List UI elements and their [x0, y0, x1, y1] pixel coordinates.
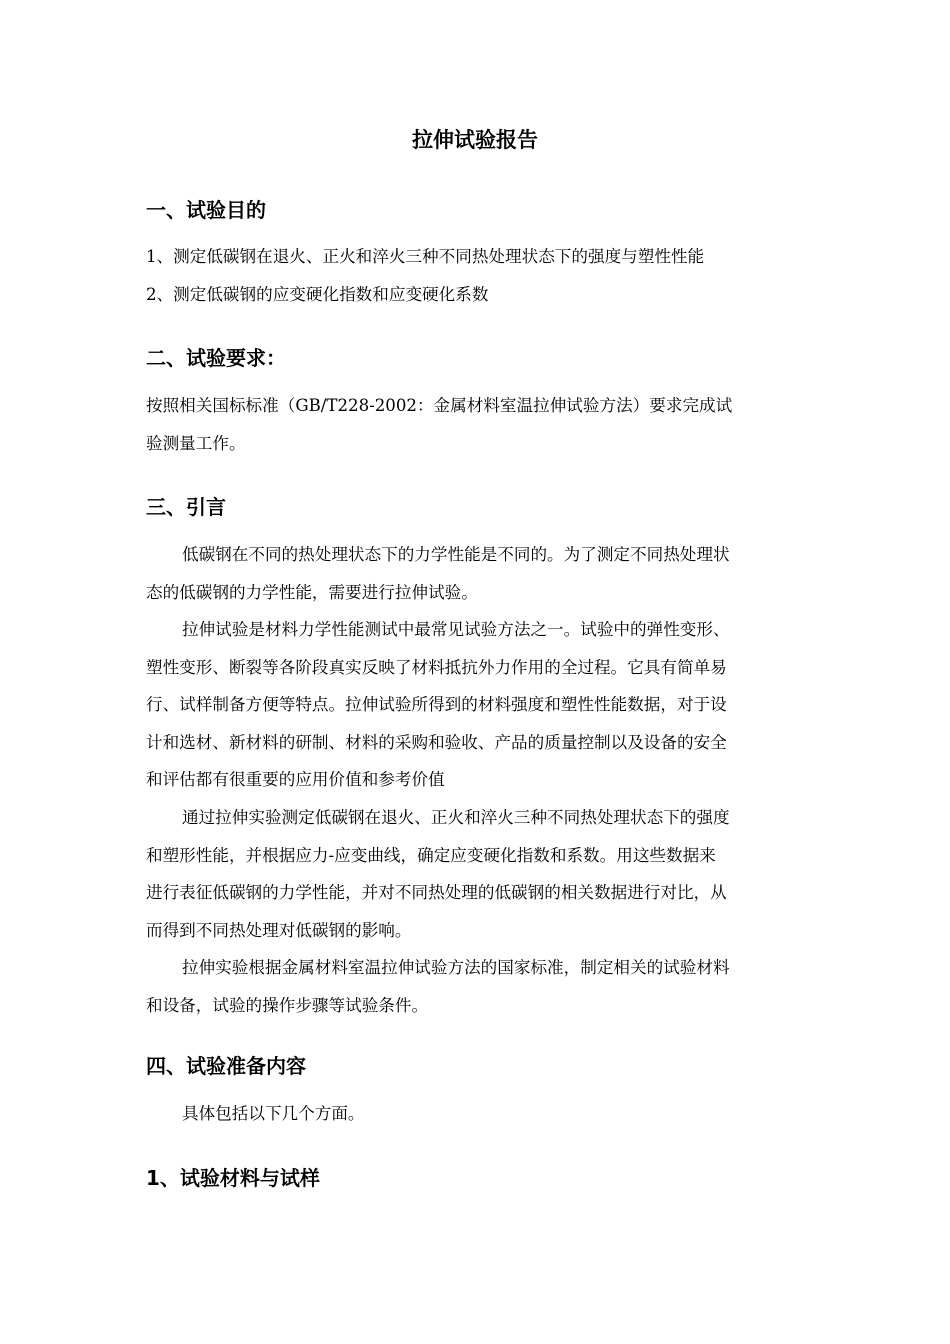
purpose-item: 1、测定低碳钢在退火、正火和淬火三种不同热处理状态下的强度与塑性性能: [146, 247, 705, 266]
text-line: 拉伸实验根据金属材料室温拉伸试验方法的国家标准，制定相关的试验材料: [182, 958, 730, 977]
text-line: 态的低碳钢的力学性能，需要进行拉伸试验。: [146, 582, 478, 602]
text-line: 和评估都有很重要的应用价值和参考价值: [146, 770, 445, 790]
text-line: 计和选材、新材料的研制、材料的采购和验收、产品的质量控制以及设备的安全: [146, 732, 727, 752]
text-line: 验测量工作。: [146, 433, 246, 453]
requirements-paragraph: [146, 387, 810, 462]
intro-paragraph-1: [146, 536, 810, 611]
text-line: 行、试样制备方便等特点。拉伸试验所得到的材料强度和塑性性能数据，对于设: [146, 695, 727, 715]
page-title: 拉伸试验报告: [412, 128, 538, 152]
text-line: 和塑形性能，并根据应力-应变曲线，确定应变硬化指数和系数。用这些数据来: [146, 845, 716, 865]
section-heading-preparation: 四、试验准备内容: [146, 1054, 306, 1078]
text-line: 而得到不同热处理对低碳钢的影响。: [146, 920, 412, 940]
text-line: 拉伸试验是材料力学性能测试中最常见试验方法之一。试验中的弹性变形、: [182, 620, 730, 639]
section-heading-requirements: 二、试验要求：: [146, 346, 286, 370]
text-line: 进行表征低碳钢的力学性能，并对不同热处理的低碳钢的相关数据进行对比，从: [146, 883, 727, 903]
text-line: 低碳钢在不同的热处理状态下的力学性能是不同的。为了测定不同热处理状: [182, 545, 730, 564]
intro-paragraph-4: [146, 949, 810, 1024]
subsection-heading-materials: 1、试验材料与试样: [146, 1166, 320, 1190]
intro-paragraph-3: [146, 799, 810, 949]
text-line: 和设备，试验的操作步骤等试验条件。: [146, 995, 429, 1015]
text-line: 具体包括以下几个方面。: [182, 1104, 365, 1123]
purpose-item: 2、测定低碳钢的应变硬化指数和应变硬化系数: [146, 284, 489, 304]
purpose-list: [146, 238, 810, 313]
text-line: 按照相关国标标准（GB/T228-2002：金属材料室温拉伸试验方法）要求完成试: [146, 396, 733, 415]
section-heading-purpose: 一、试验目的: [146, 198, 266, 222]
text-line: 塑性变形、断裂等各阶段真实反映了材料抵抗外力作用的全过程。它具有简单易: [146, 657, 727, 677]
text-line: 通过拉伸实验测定低碳钢在退火、正火和淬火三种不同热处理状态下的强度: [182, 808, 730, 827]
section-heading-introduction: 三、引言: [146, 495, 226, 519]
preparation-paragraph: [146, 1095, 810, 1133]
intro-paragraph-2: [146, 611, 810, 799]
